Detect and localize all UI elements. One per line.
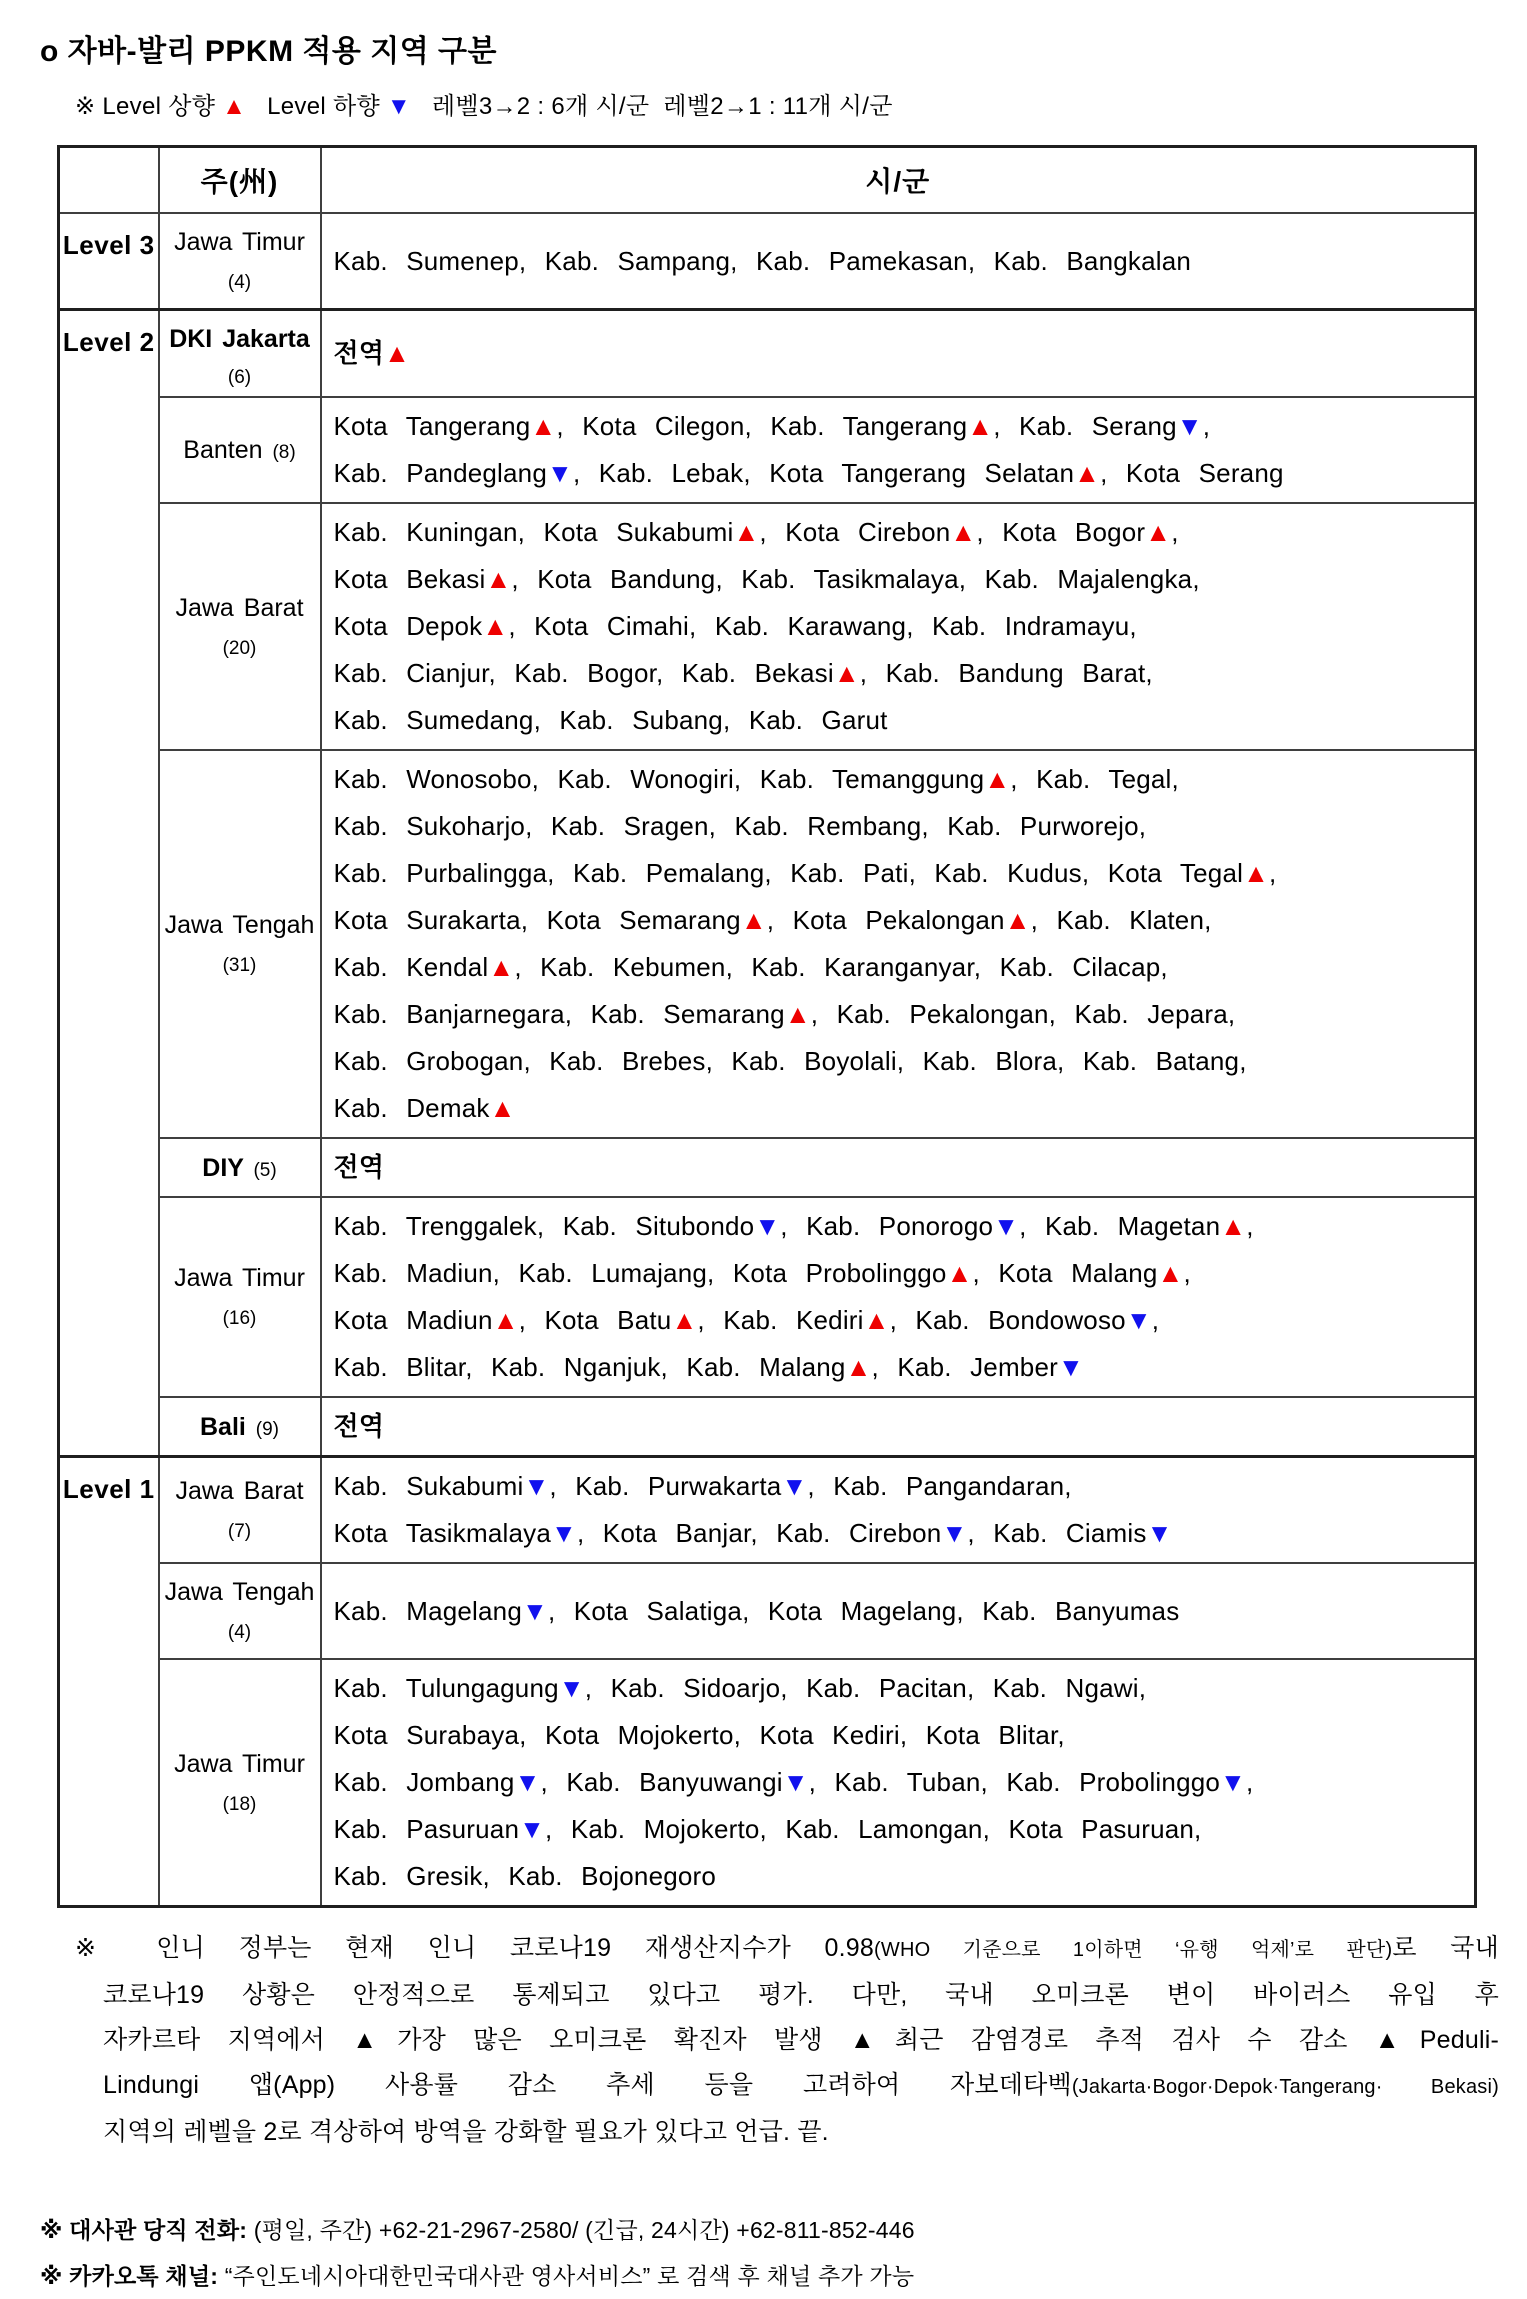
city-cell xyxy=(321,1457,1476,1564)
province-count: (18) xyxy=(222,1793,257,1815)
level-up-icon: ▲ xyxy=(222,93,247,120)
city-cell xyxy=(321,1397,1476,1457)
text-segment: 자카르타 지역에서 ▲가장 많은 오미크론 확진자 발생 ▲최근 감염경로 추적 검사 수 감소 ▲Peduli- xyxy=(103,2026,1499,2054)
text-segment: , xyxy=(1171,517,1179,547)
province-cell xyxy=(159,213,321,310)
province-name: Bali xyxy=(199,1412,256,1441)
contact-text: “주인도네시아대한민국대사관 영사서비스” 로 검색 후 채널 추가 가능 xyxy=(218,2263,915,2289)
city-line xyxy=(334,603,1467,650)
text-segment: 전역 xyxy=(333,338,385,368)
text-segment: , Kab. Sidoarjo, Kab. Pacitan, Kab. Ngawi, xyxy=(584,1673,1147,1703)
level-cell: Level 2 xyxy=(59,310,159,1457)
city-line xyxy=(334,944,1467,991)
level-up-icon: ▲ xyxy=(489,1093,516,1123)
table-row xyxy=(59,1138,1476,1197)
level-up-icon: ▲ xyxy=(984,764,1011,794)
contact-line-embassy-phone xyxy=(40,2207,1527,2253)
province-count: (4) xyxy=(227,1622,252,1643)
doc-title: o 자바-발리 PPKM 적용 지역 구분 xyxy=(40,35,497,68)
level-up-icon: ▲ xyxy=(671,1305,698,1335)
text-segment: Kab. Madiun, Kab. Lumajang, Kota Probolinggo xyxy=(333,1258,947,1288)
text-segment: , Kab. Kebumen, Kab. Karanganyar, Kab. Cilacap, xyxy=(514,952,1168,982)
text-segment: , Kab. Jember xyxy=(871,1352,1058,1382)
contact-text: (평일, 주간) +62-21-2967-2580/ (긴급, 24시간) +62-811-852-446 xyxy=(247,2217,915,2243)
province-name: Jawa Tengah xyxy=(164,1578,315,1606)
table-header-row xyxy=(59,147,1476,214)
text-segment: , Kab. Serang xyxy=(993,411,1177,441)
province-name: DIY xyxy=(202,1153,254,1182)
contact-label: ※ 카카오톡 채널: xyxy=(40,2263,219,2289)
text-segment: Kota Surabaya, Kota Mojokerto, Kota Kediri, Kota Blitar, xyxy=(333,1720,1065,1750)
level-up-icon: ▲ xyxy=(488,952,515,982)
province-count: (6) xyxy=(227,367,252,388)
text-segment: Kab. Sukoharjo, Kab. Sragen, Kab. Rembang, Kab. Purworejo, xyxy=(333,811,1147,841)
text-segment: Kab. Magelang xyxy=(333,1595,523,1626)
region-table xyxy=(57,145,1477,1908)
province-name: Jawa Tengah xyxy=(164,911,315,939)
text-segment: , Kota Bogor xyxy=(976,517,1146,547)
text-segment: , Kab. Pekalongan, Kab. Jepara, xyxy=(810,999,1236,1029)
text-segment: Kab. Sumedang, Kab. Subang, Kab. Garut xyxy=(333,705,888,735)
city-line xyxy=(334,509,1467,556)
city-line xyxy=(334,1144,1467,1191)
level-down-icon: ▼ xyxy=(386,93,411,120)
level-down-icon: ▼ xyxy=(523,1471,550,1501)
level-up-icon: ▲ xyxy=(1243,858,1270,888)
province-name: Jawa Timur xyxy=(174,1264,305,1292)
province-count: (4) xyxy=(227,272,252,293)
level-up-icon: ▲ xyxy=(733,517,760,547)
text-segment: , Kab. Pangandaran, xyxy=(807,1471,1072,1501)
text-segment: Kab. Cianjur, Kab. Bogor, Kab. Bekasi xyxy=(333,658,834,688)
text-segment: , Kota Bandung, Kab. Tasikmalaya, Kab. Majalengka, xyxy=(511,564,1200,594)
city-line xyxy=(334,238,1467,285)
text-segment: , Kab. Ponorogo xyxy=(780,1211,994,1241)
text-segment: Kota Bekasi xyxy=(333,564,486,594)
note-paragraph xyxy=(75,1926,1499,2155)
table-row xyxy=(59,1659,1476,1907)
level-down-icon: ▼ xyxy=(782,1767,809,1797)
text-segment: Lindungi 앱(App) 사용률 감소 추세 등을 고려하여 자보데타벡 xyxy=(103,2071,1072,2099)
level-down-icon: ▼ xyxy=(514,1767,541,1797)
city-cell xyxy=(321,213,1476,310)
province-cell xyxy=(159,310,321,398)
text-segment: , Kota Cilegon, Kab. Tangerang xyxy=(556,411,968,441)
text-segment: , xyxy=(1151,1305,1160,1335)
text-segment: Kab. Kendal xyxy=(333,952,489,982)
city-line xyxy=(334,1038,1467,1085)
level-up-icon: ▲ xyxy=(967,411,994,441)
level-down-icon: ▼ xyxy=(781,1471,808,1501)
header-city: 시/군 xyxy=(321,147,1476,214)
level-up-icon: ▲ xyxy=(485,564,512,594)
text-segment: Kab. Gresik, Kab. Bojonegoro xyxy=(333,1861,717,1891)
level-up-icon: ▲ xyxy=(384,338,411,368)
text-segment: , Kota Salatiga, Kota Magelang, Kab. Banyumas xyxy=(547,1595,1180,1626)
province-cell xyxy=(159,1197,321,1397)
text-segment: 전역 xyxy=(333,1152,385,1182)
text-segment: , Kota Cirebon xyxy=(759,517,951,547)
province-cell xyxy=(159,750,321,1138)
text-segment: Kab. Trenggalek, Kab. Situbondo xyxy=(333,1211,755,1241)
text-segment: Kota Surakarta, Kota Semarang xyxy=(333,905,741,935)
text-segment: Kab. Kuningan, Kota Sukabumi xyxy=(333,517,734,547)
level-down-icon: ▼ xyxy=(1220,1767,1246,1797)
province-count: (16) xyxy=(222,1308,257,1329)
city-cell xyxy=(321,1138,1476,1197)
text-segment: Kab. Banjarnegara, Kab. Semarang xyxy=(333,999,785,1029)
level-up-icon: ▲ xyxy=(492,1305,519,1335)
city-line xyxy=(334,1588,1467,1635)
province-count: (31) xyxy=(222,955,257,976)
city-line xyxy=(334,1250,1467,1297)
text-segment: , xyxy=(1246,1211,1254,1241)
text-segment: , Kab. Bandung Barat, xyxy=(859,658,1153,688)
level-down-icon: ▼ xyxy=(993,1211,1020,1241)
level-cell: Level 1 xyxy=(59,1457,159,1907)
table-row xyxy=(59,1197,1476,1397)
note-line xyxy=(75,2110,1499,2155)
province-name: DKI Jakarta xyxy=(169,325,310,353)
text-segment: Kab. Grobogan, Kab. Brebes, Kab. Boyolali, Kab. Blora, Kab. Batang, xyxy=(333,1046,1247,1076)
text-segment: , Kab. Klaten, xyxy=(1030,905,1212,935)
text-segment: 지역의 레벨을 2로 격상하여 방역을 강화할 필요가 있다고 언급. 끝. xyxy=(103,2118,829,2146)
table-row xyxy=(59,1397,1476,1457)
province-count: (9) xyxy=(255,1418,280,1440)
legend-line xyxy=(75,86,1527,121)
level-up-icon: ▲ xyxy=(845,1352,872,1382)
text-segment: ※ Level 상향 xyxy=(75,93,223,120)
contact-label: ※ 대사관 당직 전화: xyxy=(40,2217,248,2243)
level-down-icon: ▼ xyxy=(519,1814,546,1844)
text-segment: Kab. Jombang xyxy=(333,1767,515,1797)
text-segment: , Kab. Purwakarta xyxy=(549,1471,782,1501)
city-cell xyxy=(321,397,1476,503)
text-segment: ※ 인니 정부는 현재 인니 코로나19 재생산지수가 0.98 xyxy=(75,1934,875,1962)
city-cell xyxy=(321,1563,1476,1659)
level-down-icon: ▼ xyxy=(558,1673,585,1703)
text-segment: 로 국내 xyxy=(1392,1934,1499,1962)
level-up-icon: ▲ xyxy=(784,999,811,1029)
city-line xyxy=(334,556,1467,603)
text-segment: Kab. Tulungagung xyxy=(333,1673,559,1703)
city-cell xyxy=(321,503,1476,750)
city-line xyxy=(334,1403,1467,1450)
text-segment: Kab. Purbalingga, Kab. Pemalang, Kab. Pati, Kab. Kudus, Kota Tegal xyxy=(333,858,1244,888)
city-line xyxy=(334,1712,1467,1759)
text-segment: Kab. Demak xyxy=(333,1093,490,1123)
province-count: (7) xyxy=(227,1521,252,1542)
level-up-icon: ▲ xyxy=(1074,458,1101,488)
province-name: Jawa Timur xyxy=(174,228,305,256)
text-segment: , Kota Pekalongan xyxy=(766,905,1005,935)
text-segment: , Kota Cimahi, Kab. Karawang, Kab. Indramayu, xyxy=(508,611,1137,641)
level-up-icon: ▲ xyxy=(1145,517,1172,547)
text-segment: , Kab. Bondowoso xyxy=(889,1305,1126,1335)
text-segment: , Kab. Tuban, Kab. Probolinggo xyxy=(808,1767,1221,1797)
header-level xyxy=(59,147,159,214)
level-up-icon: ▲ xyxy=(1004,905,1031,935)
contact-block xyxy=(40,2207,1527,2299)
text-segment: Kab. Pasuruan xyxy=(333,1814,520,1844)
city-cell xyxy=(321,1659,1476,1907)
text-segment: , xyxy=(1245,1767,1254,1797)
table-row xyxy=(59,397,1476,503)
text-segment: , xyxy=(1269,858,1277,888)
city-line xyxy=(334,803,1467,850)
city-line xyxy=(334,1853,1467,1900)
text-segment: 전역 xyxy=(333,1411,385,1441)
province-name: Jawa Barat xyxy=(175,593,304,622)
text-segment: , Kab. Lebak, Kota Tangerang Selatan xyxy=(572,458,1075,488)
province-cell xyxy=(159,503,321,750)
text-segment: , Kota Serang xyxy=(1100,458,1284,488)
city-line xyxy=(334,756,1467,803)
city-line xyxy=(334,650,1467,697)
province-cell xyxy=(159,1457,321,1564)
city-line xyxy=(334,1463,1467,1510)
city-line xyxy=(334,403,1467,450)
text-segment: , Kab. Mojokerto, Kab. Lamongan, Kota Pasuruan, xyxy=(545,1814,1202,1844)
city-line xyxy=(334,330,1467,377)
table-row xyxy=(59,750,1476,1138)
city-line xyxy=(334,1806,1467,1853)
level-up-icon: ▲ xyxy=(482,611,509,641)
text-segment: , Kab. Kediri xyxy=(697,1305,864,1335)
text-segment: , Kab. Ciamis xyxy=(967,1518,1147,1548)
text-segment: Kota Tasikmalaya xyxy=(333,1518,551,1548)
province-count: (20) xyxy=(222,637,257,659)
text-segment: Kab. Blitar, Kab. Nganjuk, Kab. Malang xyxy=(333,1352,846,1382)
table-row xyxy=(59,1563,1476,1659)
contact-line-kakao-channel xyxy=(40,2253,1527,2299)
table-row xyxy=(59,503,1476,750)
city-cell xyxy=(321,750,1476,1138)
level-down-icon: ▼ xyxy=(1125,1305,1152,1335)
level-up-icon: ▲ xyxy=(950,517,977,547)
text-segment: (Jakarta·Bogor·Depok·Tangerang· Bekasi) xyxy=(1071,2076,1500,2098)
text-segment: Kota Madiun xyxy=(333,1305,493,1335)
table-row xyxy=(59,310,1476,398)
text-segment: Level 하향 xyxy=(246,93,387,120)
text-segment: , xyxy=(1183,1258,1191,1288)
city-line xyxy=(334,1510,1467,1557)
province-cell xyxy=(159,1659,321,1907)
level-up-icon: ▲ xyxy=(946,1258,973,1288)
level-down-icon: ▼ xyxy=(1146,1518,1173,1548)
table-body xyxy=(59,213,1476,1907)
text-segment: , Kota Batu xyxy=(518,1305,672,1335)
city-cell xyxy=(321,1197,1476,1397)
level-down-icon: ▼ xyxy=(754,1211,781,1241)
city-cell xyxy=(321,310,1476,398)
level-up-icon: ▲ xyxy=(863,1305,890,1335)
note-line xyxy=(75,1973,1499,2018)
text-segment: Kab. Pandeglang xyxy=(333,458,548,488)
province-name: Banten xyxy=(183,436,273,464)
text-segment: , xyxy=(1202,411,1211,441)
province-cell xyxy=(159,1563,321,1659)
city-line xyxy=(334,1759,1467,1806)
text-segment: 코로나19 상황은 안정적으로 통제되고 있다고 평가. 다만, 국내 오미크론 변이 바이러스 유입 후 xyxy=(103,1981,1499,2009)
city-line xyxy=(334,1297,1467,1344)
level-cell: Level 3 xyxy=(59,213,159,310)
text-segment: , Kota Banjar, Kab. Cirebon xyxy=(576,1518,942,1548)
level-down-icon: ▼ xyxy=(941,1518,968,1548)
level-down-icon: ▼ xyxy=(1057,1352,1084,1382)
text-segment: (WHO 기준으로 1이하면 ‘유행 억제’로 판단) xyxy=(874,1939,1393,1961)
text-segment: Kota Depok xyxy=(333,611,483,641)
city-line xyxy=(334,697,1467,744)
level-up-icon: ▲ xyxy=(740,905,767,935)
city-line xyxy=(334,1085,1467,1132)
level-down-icon: ▼ xyxy=(547,458,573,488)
note-line xyxy=(75,2063,1499,2110)
text-segment: 레벨3→2 : 6개 시/군 레벨2→1 : 11개 시/군 xyxy=(410,93,893,120)
table-row xyxy=(59,1457,1476,1564)
note-line xyxy=(75,1926,1499,1973)
note-line xyxy=(75,2018,1499,2063)
city-line xyxy=(334,850,1467,897)
table-row xyxy=(59,213,1476,310)
city-line xyxy=(334,897,1467,944)
text-segment: , Kab. Banyuwangi xyxy=(540,1767,783,1797)
level-down-icon: ▼ xyxy=(551,1518,577,1548)
level-down-icon: ▼ xyxy=(1176,411,1203,441)
level-up-icon: ▲ xyxy=(833,658,860,688)
province-name: Jawa Barat xyxy=(175,1477,304,1505)
city-line xyxy=(334,450,1467,497)
level-up-icon: ▲ xyxy=(530,411,557,441)
city-line xyxy=(334,1344,1467,1391)
province-count: (8) xyxy=(272,442,296,463)
province-name: Jawa Timur xyxy=(174,1749,305,1778)
text-segment: Kab. Wonosobo, Kab. Wonogiri, Kab. Temanggung xyxy=(333,764,985,794)
province-cell xyxy=(159,1138,321,1197)
level-down-icon: ▼ xyxy=(522,1595,548,1626)
level-up-icon: ▲ xyxy=(1157,1258,1184,1288)
level-up-icon: ▲ xyxy=(1220,1211,1247,1241)
city-line xyxy=(334,1203,1467,1250)
text-segment: Kota Tangerang xyxy=(333,411,531,441)
text-segment: Kab. Sukabumi xyxy=(333,1471,524,1501)
city-line xyxy=(334,1665,1467,1712)
province-cell xyxy=(159,1397,321,1457)
province-count: (5) xyxy=(253,1159,277,1181)
text-segment: Kab. Sumenep, Kab. Sampang, Kab. Pamekasan, Kab. Bangkalan xyxy=(333,245,1192,276)
header-province: 주(州) xyxy=(159,147,321,214)
text-segment: , Kota Malang xyxy=(972,1258,1158,1288)
text-segment: , Kab. Magetan xyxy=(1019,1211,1221,1241)
city-line xyxy=(334,991,1467,1038)
text-segment: , Kab. Tegal, xyxy=(1010,764,1179,794)
province-cell xyxy=(159,397,321,503)
